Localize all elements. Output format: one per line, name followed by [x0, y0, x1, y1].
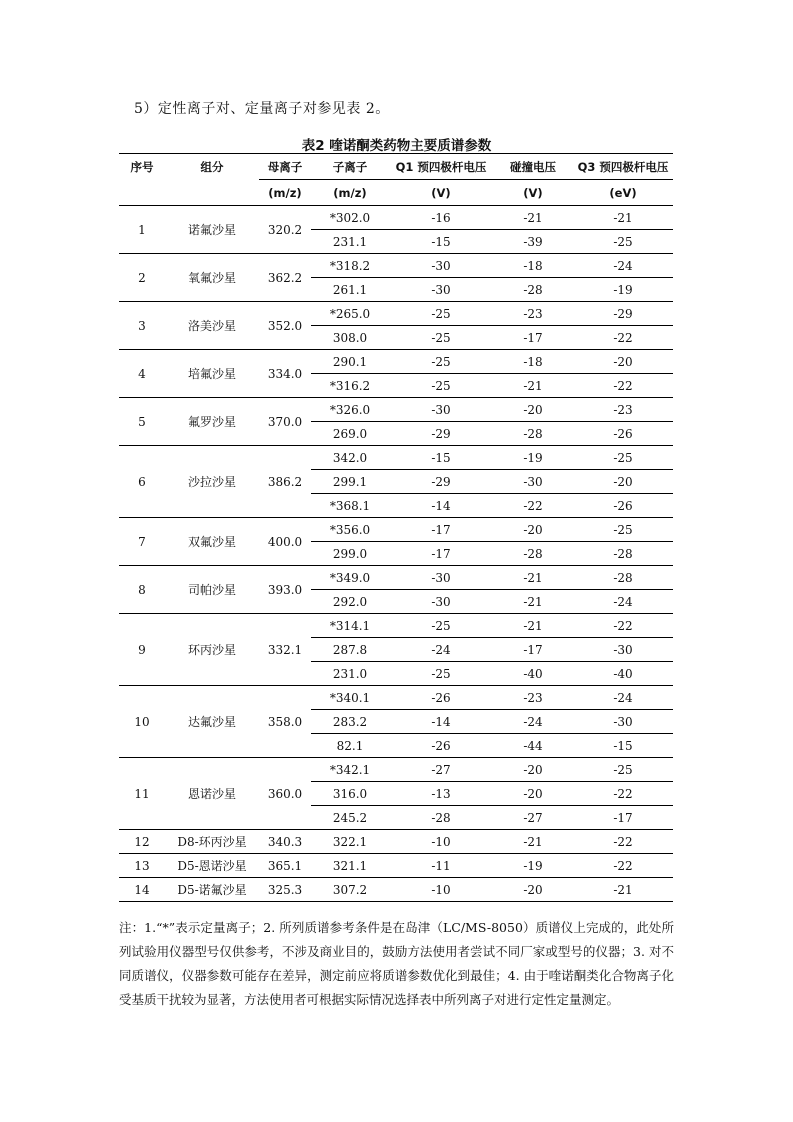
cell-ce: -19	[493, 446, 573, 470]
cell-ce: -19	[493, 854, 573, 878]
cell-q3: -25	[573, 758, 673, 782]
cell-product: *314.1	[311, 614, 389, 638]
cell-compound: D8-环丙沙星	[165, 830, 259, 854]
cell-q3: -22	[573, 374, 673, 398]
cell-q1: -10	[389, 830, 493, 854]
cell-product: 299.1	[311, 470, 389, 494]
cell-q1: -25	[389, 350, 493, 374]
cell-q1: -11	[389, 854, 493, 878]
cell-q1: -10	[389, 878, 493, 902]
cell-ce: -28	[493, 278, 573, 302]
cell-q1: -28	[389, 806, 493, 830]
header-ce: 碰撞电压	[510, 159, 556, 174]
cell-compound: 达氟沙星	[165, 686, 259, 758]
cell-precursor: 393.0	[259, 566, 311, 614]
cell-product: 292.0	[311, 590, 389, 614]
cell-precursor: 320.2	[267, 222, 303, 237]
table-row	[119, 854, 673, 878]
cell-q3: -29	[573, 302, 673, 326]
cell-q3: -25	[573, 518, 673, 542]
cell-q3: -28	[573, 542, 673, 566]
table-row	[119, 686, 673, 710]
table-footnote: 注：1.“*”表示定量离子；2. 所列质谱参考条件是在岛津（LC/MS-8050）质谱仪上完成的，此处所列试验用仪器型号仅供参考，不涉及商业目的，鼓励方法使用者尝试不同厂家或型号的仪器；3. 对不同质谱仪，仪器参数可能存在差异，测定前应将质谱参数优化到最佳；4. 由于喹诺酮类化合物离子化受基质干扰较为显著，方法使用者可根据实际情况选择表中所列离子对进行定性定量测定。	[119, 920, 674, 1007]
table-row	[119, 206, 673, 230]
cell-ce: -28	[493, 542, 573, 566]
cell-compound: 氧氟沙星	[165, 254, 259, 302]
cell-precursor: 340.3	[259, 830, 311, 854]
cell-compound: 氟罗沙星	[165, 398, 259, 446]
cell-precursor: 332.1	[259, 614, 311, 686]
cell-ce: -21	[493, 614, 573, 638]
cell-index: 2	[119, 254, 165, 302]
cell-ce: -17	[493, 326, 573, 350]
cell-ce: -21	[493, 590, 573, 614]
cell-product: *318.2	[311, 254, 389, 278]
table-row	[119, 302, 673, 326]
cell-product: 245.2	[311, 806, 389, 830]
cell-ce: -17	[493, 638, 573, 662]
cell-ce: -20	[493, 758, 573, 782]
cell-index: 7	[119, 518, 165, 566]
cell-compound: D5-恩诺沙星	[165, 854, 259, 878]
cell-index: 5	[119, 398, 165, 446]
cell-compound: 洛美沙星	[165, 302, 259, 350]
table-row	[119, 446, 673, 470]
cell-precursor: 365.1	[259, 854, 311, 878]
cell-q1: -17	[389, 518, 493, 542]
cell-precursor: 362.2	[259, 254, 311, 302]
unit-precursor: (m/z)	[259, 180, 311, 206]
cell-compound: 培氟沙星	[165, 350, 259, 398]
cell-index: 14	[119, 878, 165, 902]
cell-ce: -40	[493, 662, 573, 686]
cell-q3: -22	[573, 854, 673, 878]
cell-ce: -20	[493, 782, 573, 806]
cell-q1: -30	[389, 278, 493, 302]
header-q3: Q3 预四极杆电压	[577, 159, 669, 174]
cell-product: 261.1	[311, 278, 389, 302]
cell-q1: -26	[389, 734, 493, 758]
cell-ce: -23	[493, 302, 573, 326]
table-row	[119, 254, 673, 278]
cell-q1: -25	[389, 302, 493, 326]
cell-product: 307.2	[311, 878, 389, 902]
cell-product: *316.2	[311, 374, 389, 398]
cell-index: 4	[119, 350, 165, 398]
cell-compound: 司帕沙星	[165, 566, 259, 614]
cell-product: 283.2	[311, 710, 389, 734]
cell-product: *368.1	[311, 494, 389, 518]
cell-ce: -20	[493, 878, 573, 902]
cell-q3: -15	[573, 734, 673, 758]
cell-index: 3	[119, 302, 165, 350]
cell-q3: -23	[573, 398, 673, 422]
cell-product: 269.0	[311, 422, 389, 446]
cell-index: 6	[119, 446, 165, 518]
cell-precursor: 370.0	[259, 398, 311, 446]
cell-q1: -25	[389, 326, 493, 350]
table-row	[119, 518, 673, 542]
cell-q1: -13	[389, 782, 493, 806]
table-body	[119, 206, 673, 902]
cell-product: 290.1	[311, 350, 389, 374]
cell-ce: -44	[493, 734, 573, 758]
cell-precursor: 400.0	[259, 518, 311, 566]
cell-q3: -25	[573, 230, 673, 254]
cell-product: 287.8	[311, 638, 389, 662]
cell-index: 9	[119, 614, 165, 686]
cell-compound: 恩诺沙星	[165, 758, 259, 830]
cell-product: *356.0	[311, 518, 389, 542]
cell-ce: -18	[493, 350, 573, 374]
cell-ce: -18	[493, 254, 573, 278]
unit-product: (m/z)	[311, 180, 389, 206]
cell-q3: -21	[613, 210, 633, 225]
cell-q3: -19	[573, 278, 673, 302]
cell-q1: -26	[389, 686, 493, 710]
header-q1: Q1 预四极杆电压	[395, 159, 487, 174]
cell-ce: -27	[493, 806, 573, 830]
header-compound: 组分	[200, 159, 224, 174]
cell-ce: -21	[493, 374, 573, 398]
cell-product: *302.0	[329, 210, 371, 225]
ms-parameters-table	[119, 153, 673, 902]
cell-compound: 双氟沙星	[165, 518, 259, 566]
cell-q3: -28	[573, 566, 673, 590]
cell-product: 322.1	[311, 830, 389, 854]
cell-product: 316.0	[311, 782, 389, 806]
cell-q3: -24	[573, 686, 673, 710]
cell-ce: -21	[493, 830, 573, 854]
cell-q3: -21	[573, 878, 673, 902]
cell-q1: -27	[389, 758, 493, 782]
cell-product: 299.0	[311, 542, 389, 566]
cell-product: *326.0	[311, 398, 389, 422]
cell-q1: -15	[389, 230, 493, 254]
cell-q1: -30	[389, 254, 493, 278]
unit-q3: (eV)	[573, 180, 673, 206]
cell-product: 308.0	[311, 326, 389, 350]
cell-q3: -17	[573, 806, 673, 830]
cell-precursor: 360.0	[259, 758, 311, 830]
cell-compound: D5-诺氟沙星	[165, 878, 259, 902]
cell-ce: -24	[493, 710, 573, 734]
cell-q1: -16	[431, 210, 451, 225]
cell-q3: -26	[573, 494, 673, 518]
cell-q3: -40	[573, 662, 673, 686]
cell-ce: -28	[493, 422, 573, 446]
table-row	[119, 830, 673, 854]
cell-product: 231.1	[311, 230, 389, 254]
cell-compound: 沙拉沙星	[165, 446, 259, 518]
unit-ce: (V)	[493, 180, 573, 206]
cell-ce: -23	[493, 686, 573, 710]
cell-q1: -30	[389, 590, 493, 614]
cell-product: 321.1	[311, 854, 389, 878]
cell-q3: -20	[573, 470, 673, 494]
cell-q3: -22	[573, 326, 673, 350]
cell-q1: -24	[389, 638, 493, 662]
cell-precursor: 352.0	[259, 302, 311, 350]
table-caption: 表2 喹诺酮类药物主要质谱参数	[301, 138, 492, 154]
cell-compound: 环丙沙星	[165, 614, 259, 686]
cell-q1: -29	[389, 422, 493, 446]
cell-q3: -24	[573, 590, 673, 614]
cell-ce: -22	[493, 494, 573, 518]
cell-index: 10	[119, 686, 165, 758]
cell-product: 231.0	[311, 662, 389, 686]
cell-q1: -14	[389, 710, 493, 734]
cell-product: *342.1	[311, 758, 389, 782]
table-row	[119, 398, 673, 422]
cell-q3: -25	[573, 446, 673, 470]
cell-compound: 诺氟沙星	[187, 223, 236, 237]
header-precursor: 母离子	[267, 159, 303, 174]
cell-q3: -30	[573, 710, 673, 734]
cell-index: 11	[119, 758, 165, 830]
cell-q3: -22	[573, 830, 673, 854]
cell-q3: -22	[573, 614, 673, 638]
cell-ce: -30	[493, 470, 573, 494]
cell-product: 82.1	[311, 734, 389, 758]
cell-precursor: 358.0	[259, 686, 311, 758]
cell-index: 12	[119, 830, 165, 854]
unit-q1: (V)	[389, 180, 493, 206]
cell-q3: -30	[573, 638, 673, 662]
table-row	[119, 566, 673, 590]
cell-ce: -21	[493, 566, 573, 590]
cell-product: *340.1	[311, 686, 389, 710]
cell-q1: -30	[389, 566, 493, 590]
table-row	[119, 878, 673, 902]
cell-q1: -14	[389, 494, 493, 518]
cell-q1: -25	[389, 614, 493, 638]
cell-q1: -15	[389, 446, 493, 470]
cell-ce: -20	[493, 398, 573, 422]
cell-index: 13	[119, 854, 165, 878]
cell-product: 342.0	[311, 446, 389, 470]
cell-product: *349.0	[311, 566, 389, 590]
cell-ce: -39	[493, 230, 573, 254]
cell-q1: -17	[389, 542, 493, 566]
cell-precursor: 334.0	[259, 350, 311, 398]
cell-product: *265.0	[311, 302, 389, 326]
section-heading: 5）定性离子对、定量离子对参见表 2。	[134, 101, 390, 117]
table-row	[119, 758, 673, 782]
cell-q3: -24	[573, 254, 673, 278]
table-row	[119, 614, 673, 638]
cell-ce: -20	[493, 518, 573, 542]
cell-q3: -20	[573, 350, 673, 374]
cell-q1: -30	[389, 398, 493, 422]
cell-q1: -29	[389, 470, 493, 494]
cell-q1: -25	[389, 374, 493, 398]
header-index: 序号	[130, 159, 154, 174]
table-row	[119, 350, 673, 374]
cell-q3: -26	[573, 422, 673, 446]
cell-index: 8	[119, 566, 165, 614]
cell-ce: -21	[523, 210, 543, 225]
cell-q3: -22	[573, 782, 673, 806]
cell-q1: -25	[389, 662, 493, 686]
cell-precursor: 386.2	[259, 446, 311, 518]
cell-index: 1	[138, 222, 146, 237]
cell-precursor: 325.3	[259, 878, 311, 902]
header-product: 子离子	[332, 159, 368, 174]
